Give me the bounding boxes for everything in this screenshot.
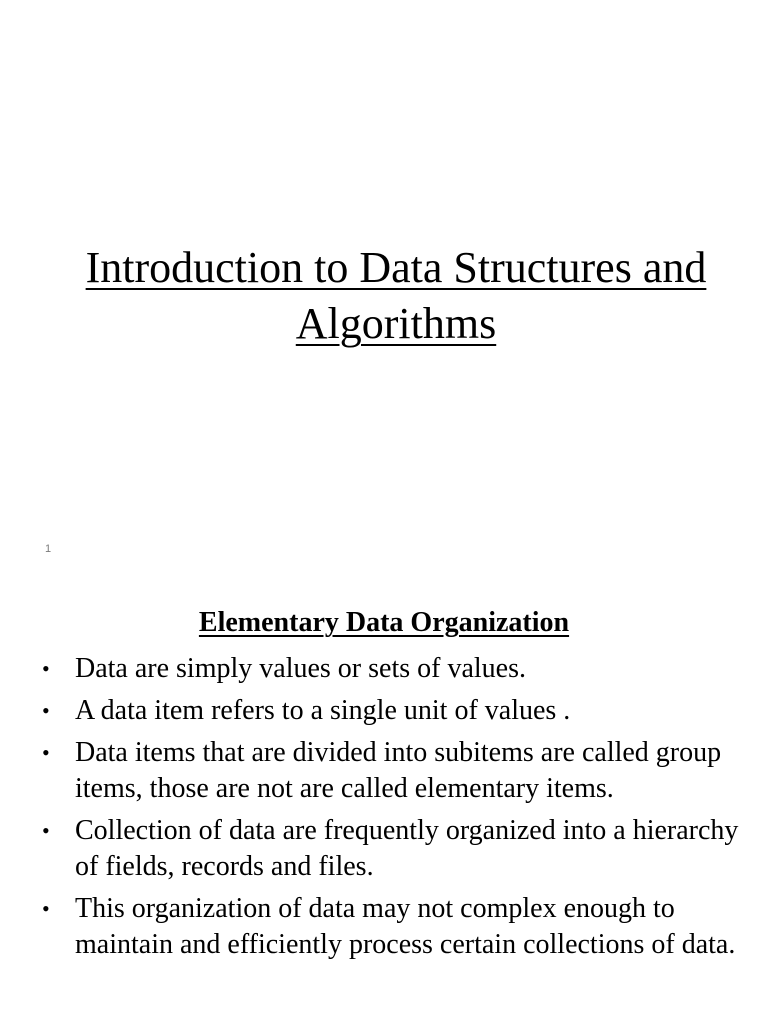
content-slide (0, 576, 768, 1024)
bullet-icon: • (42, 656, 50, 681)
list-item (40, 813, 740, 885)
bullet-icon: • (42, 818, 50, 843)
slide-number: 1 (45, 543, 52, 555)
bullet-text: Data items that are divided into subitems are called group items, those are not are called elementary items. (75, 737, 722, 804)
bullet-icon: • (42, 740, 50, 765)
bullet-text: This organization of data may not complex enough to maintain and efficiently process certain collections of data. (75, 893, 736, 960)
list-item (40, 651, 740, 687)
bullet-list (40, 651, 740, 969)
bullet-icon: • (42, 896, 50, 921)
bullet-text: Data are simply values or sets of values. (75, 653, 526, 684)
bullet-icon: • (42, 698, 50, 723)
bullet-text: A data item refers to a single unit of values . (75, 695, 571, 726)
list-item (40, 891, 740, 963)
list-item (40, 693, 740, 729)
section-heading: Elementary Data Organization (198, 607, 570, 638)
list-item (40, 735, 740, 807)
bullet-text: Collection of data are frequently organized into a hierarchy of fields, records and files. (75, 815, 739, 882)
slide-title: Introduction to Data Structures and Algorithms (85, 243, 707, 348)
